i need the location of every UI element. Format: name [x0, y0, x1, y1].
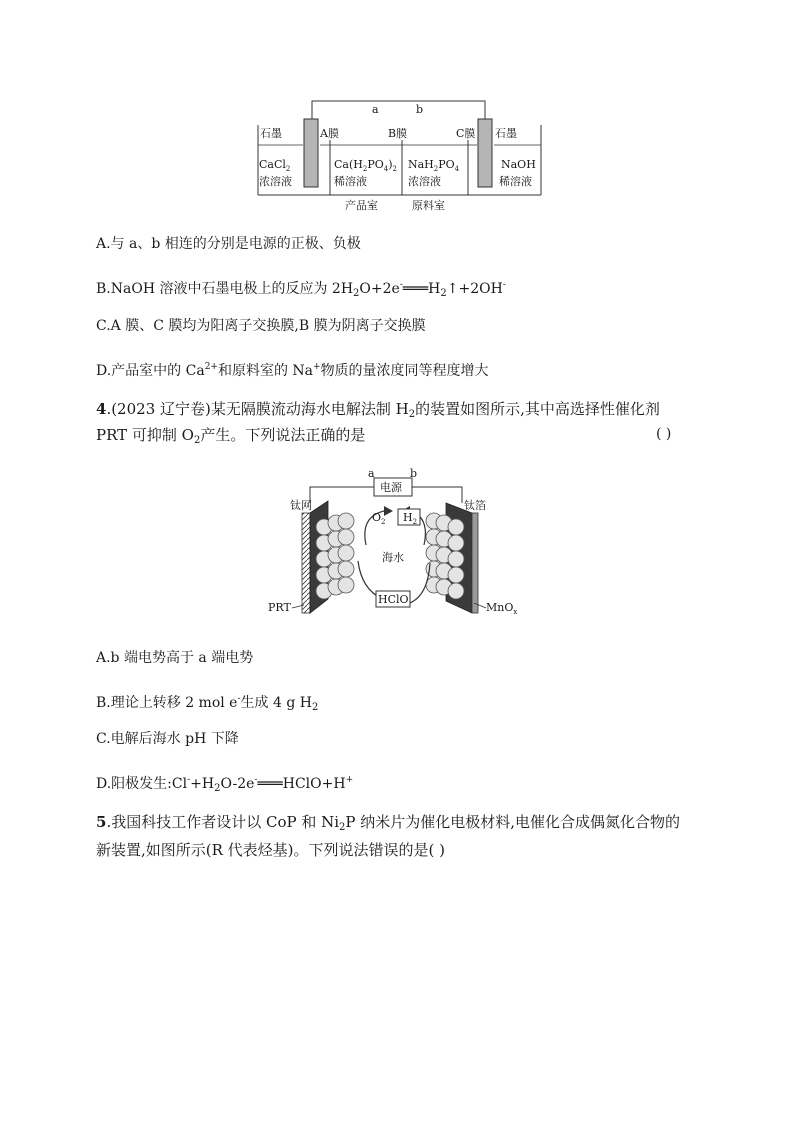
q4-option-a: A.b 端电势高于 a 端电势: [96, 650, 254, 666]
o2-label: $O_2$: [372, 511, 386, 526]
hclo-label: HClO: [378, 593, 409, 606]
h2-label: $H_2$: [403, 511, 418, 526]
fig1-terminal-a: a: [372, 103, 379, 116]
seawater-electrolysis-diagram: [262, 465, 532, 623]
electrodialysis-diagram: [250, 95, 550, 215]
q5-stem-line1: 5.我国科技工作者设计以 CoP 和 $Ni_2P$ 纳米片为催化电极材料,电催化合成偶氮化合物的: [96, 813, 681, 833]
membrane-a-label: A膜: [320, 127, 339, 140]
q4-stem-line2: PRT 可抑制 $O_2$产生。下列说法正确的是: [96, 426, 366, 446]
fig2-wire-right: [412, 487, 462, 503]
q3-option-d: D.产品室中的 $Ca^{2+}$和原料室的 Na+物质的量浓度同等程度增大: [96, 362, 489, 379]
ti-mesh-label: 钛网: [290, 499, 312, 512]
q5-stem-line2: 新装置,如图所示(R 代表烃基)。下列说法错误的是( ): [96, 841, 446, 859]
cell2-solute: $Ca(H_2PO_4)_2$: [334, 158, 397, 173]
left-graphite-electrode: [304, 119, 318, 187]
q4-stem-line1: 4.(2023 辽宁卷)某无隔膜流动海水电解法制 $H_2$的装置如图所示,其中高选择性催化剂: [96, 400, 660, 420]
right-catalyst-particles: [426, 513, 464, 599]
q4-option-c: C.电解后海水 pH 下降: [96, 731, 239, 747]
fig1-wire: [312, 101, 485, 120]
left-electrode-label: 石墨: [260, 127, 282, 140]
fig2-wire: [310, 487, 374, 503]
ti-foil-label: 钛箔: [464, 499, 486, 512]
q3-option-c: C.A 膜、C 膜均为阳离子交换膜,B 膜为阴离子交换膜: [96, 318, 426, 334]
q4-answer-paren: ( ): [656, 426, 672, 442]
q4-option-d: D.阳极发生$:Cl^-+H_2O-2e^-═══HClO+H^+$: [96, 775, 354, 794]
seawater-label: 海水: [382, 551, 404, 564]
product-room-label: 产品室: [345, 199, 378, 212]
cell4-conc: 稀溶液: [499, 175, 532, 188]
mnox-label: MnO$_x$: [486, 601, 518, 616]
prt-hatched-layer: [302, 513, 310, 613]
right-graphite-electrode: [478, 119, 492, 187]
cell2-conc: 稀溶液: [334, 175, 367, 188]
ti-foil-backing: [472, 513, 478, 613]
q3-option-a: A.与 a、b 相连的分别是电源的正极、负极: [96, 236, 361, 252]
membrane-b-label: B膜: [388, 127, 408, 140]
fig2-terminal-a: a: [368, 467, 375, 480]
membrane-c-label: C膜: [456, 127, 476, 140]
prt-label: PRT: [268, 601, 291, 614]
q3-option-b: B.NaOH 溶液中石墨电极上的反应为 $2H_2O+2e^-═══H_2↑+2OH^-$: [96, 280, 506, 299]
power-source-label: 电源: [380, 481, 402, 494]
fig1-terminal-b: b: [416, 103, 424, 116]
cell1-conc: 浓溶液: [259, 175, 292, 188]
left-upper-arrowhead: [384, 506, 393, 516]
cell3-conc: 浓溶液: [408, 175, 441, 188]
left-catalyst-particles: [316, 513, 354, 599]
cell3-solute: $NaH_2PO_4$: [408, 158, 460, 173]
raw-room-label: 原料室: [412, 199, 445, 212]
fig2-terminal-b: b: [410, 467, 418, 480]
q4-number: 4: [96, 400, 107, 418]
right-electrode-label: 石墨: [495, 127, 517, 140]
cell1-solute: CaCl$_2$: [259, 158, 291, 173]
cell4-solute: NaOH: [501, 158, 536, 171]
q5-number: 5: [96, 813, 107, 831]
q4-option-b: B.理论上转移 2 mol e-生成 4 g $H_2$: [96, 694, 319, 713]
